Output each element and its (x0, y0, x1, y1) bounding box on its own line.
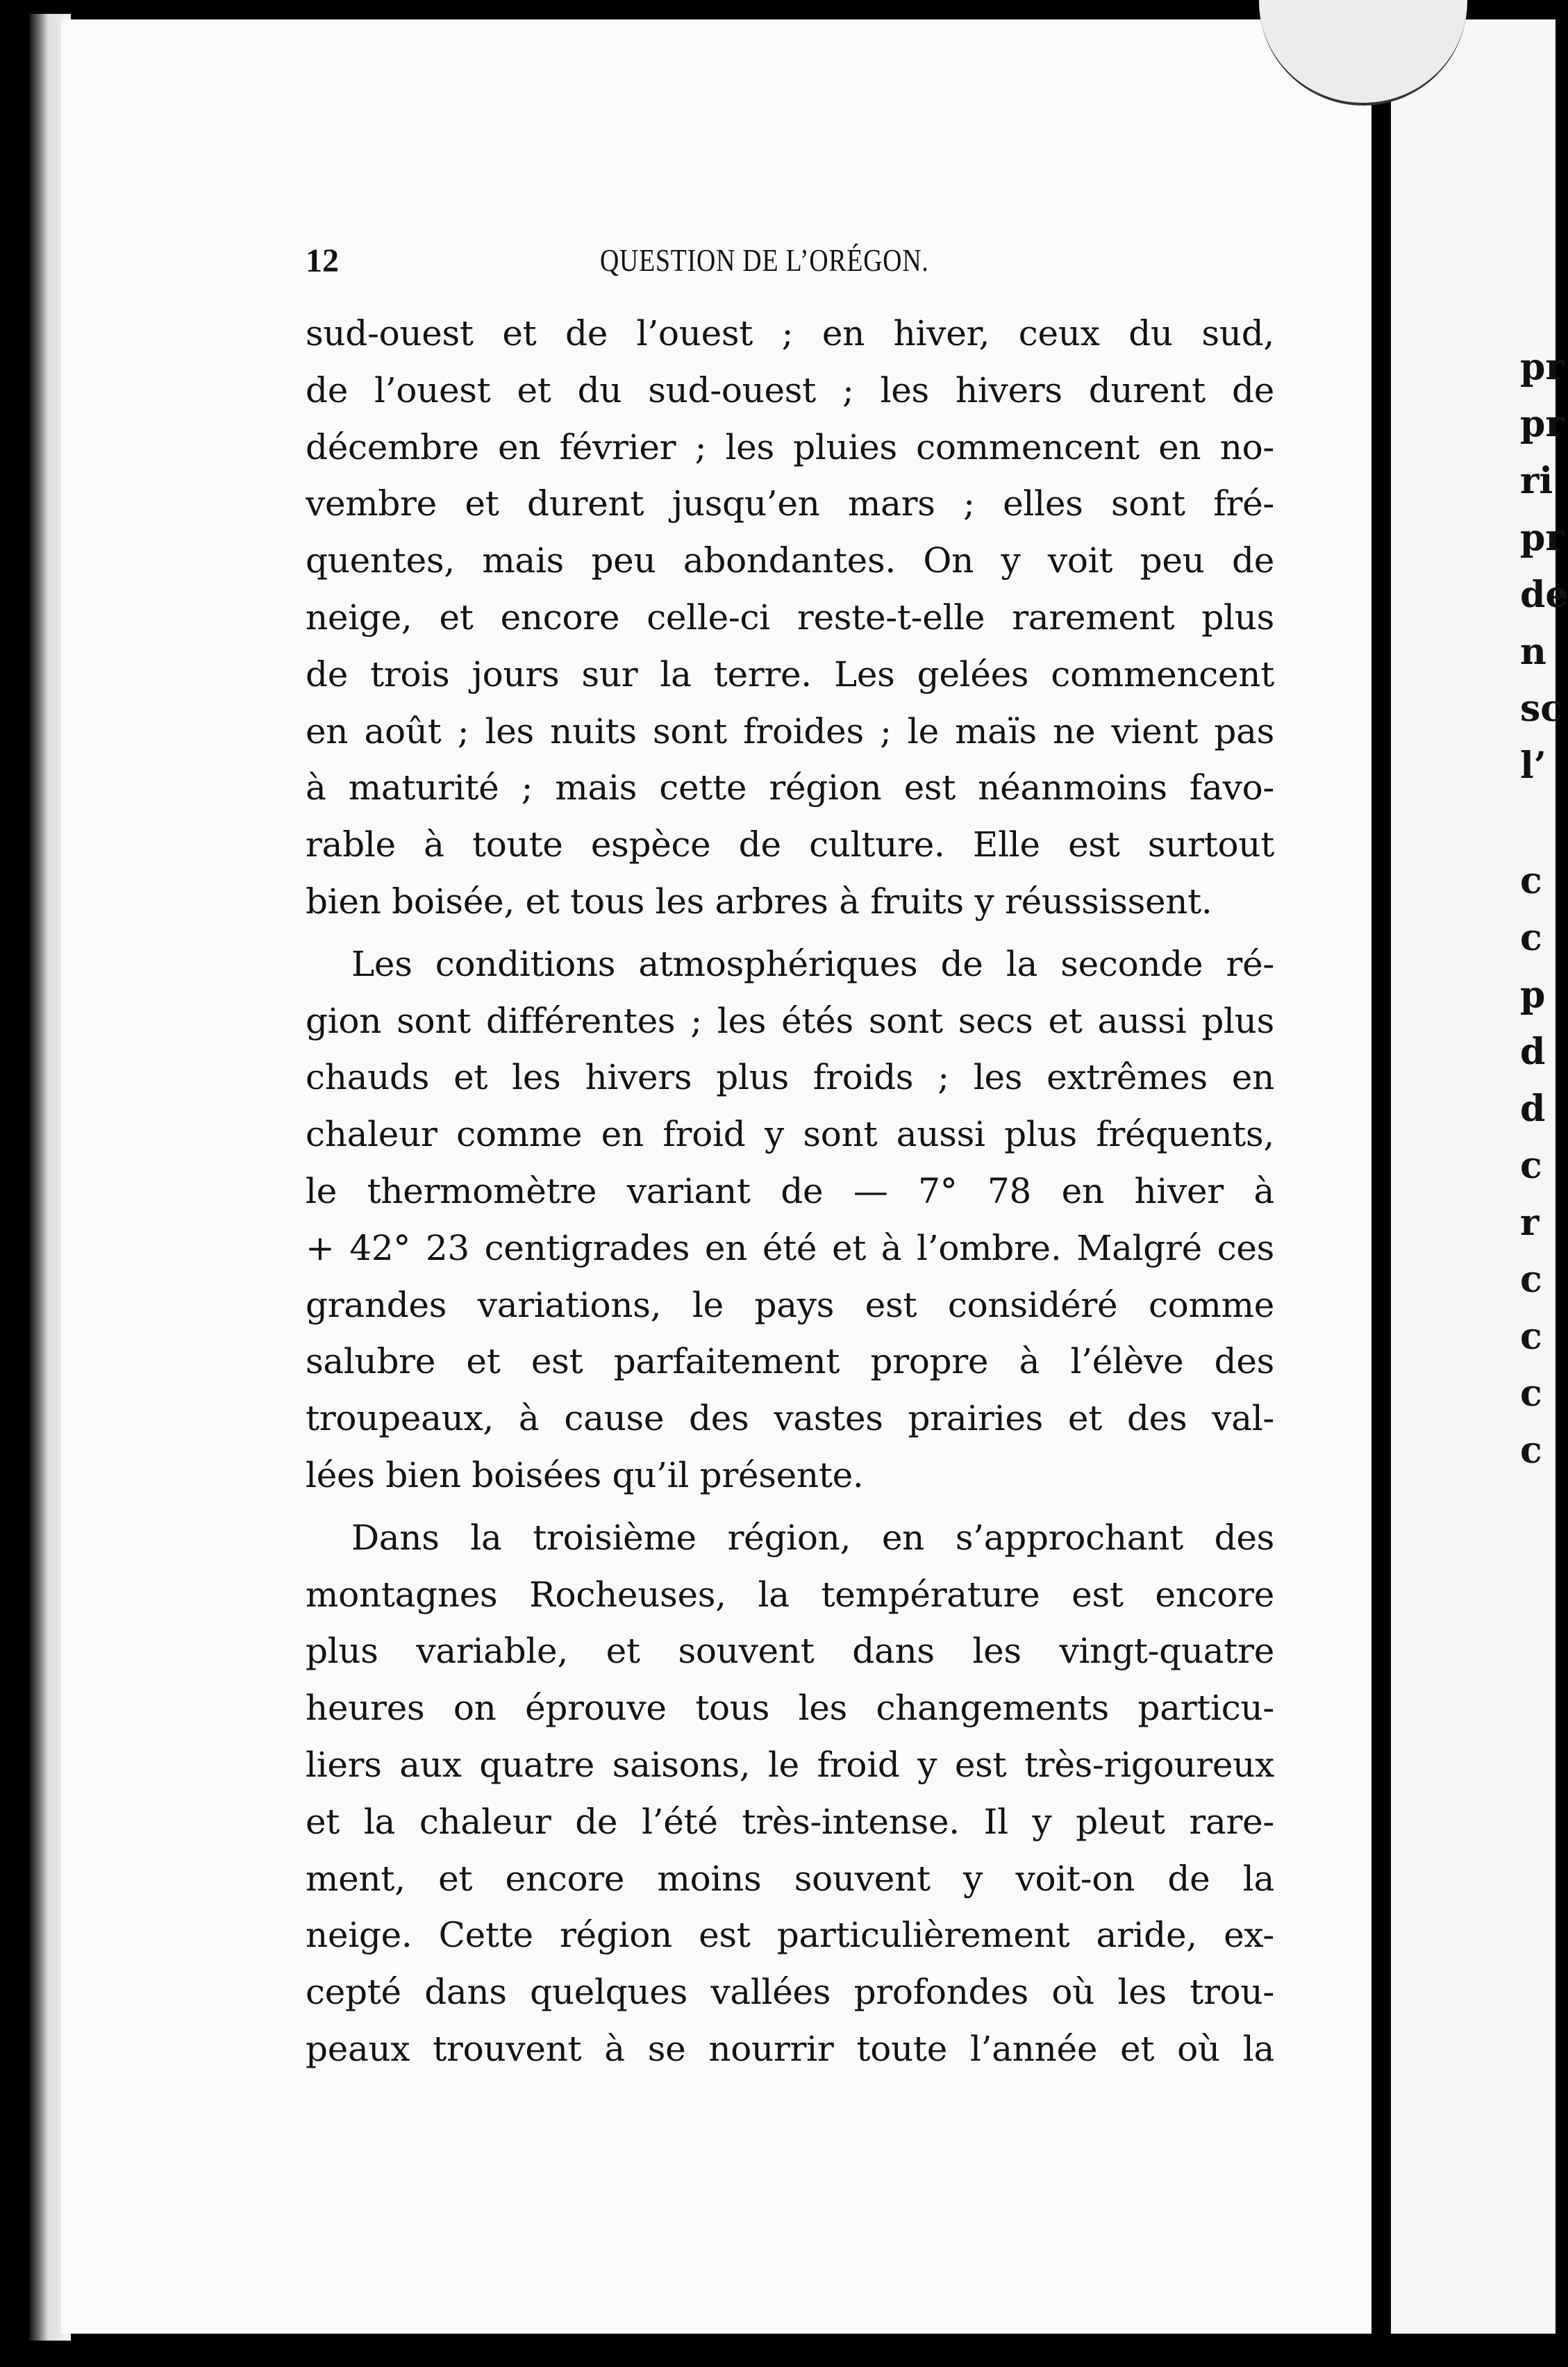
adjacent-fragment: ri (1520, 460, 1553, 502)
body-text (306, 306, 1274, 2078)
text-line: bien boisée, et tous les arbres à fruits y réussissent. (306, 881, 1212, 922)
page-number: 12 (306, 242, 339, 279)
text-line: peaux trouvent à se nourrir toute l’année et où la (306, 2028, 1274, 2069)
adjacent-fragment: pr (1520, 517, 1565, 559)
paragraph-2 (306, 936, 1274, 1504)
text-line: de trois jours sur la terre. Les gelées commencent (306, 654, 1274, 695)
running-title: QUESTION DE L’ORÉGON. (600, 242, 929, 278)
text-line: le thermomètre variant de — 7° 78 en hiver à (306, 1170, 1274, 1211)
running-head (306, 242, 1278, 290)
text-line: gion sont différentes ; les étés sont secs et aussi plus (306, 1000, 1274, 1041)
adjacent-fragment: c (1520, 1145, 1542, 1187)
text-line: montagnes Rocheuses, la température est encore (306, 1574, 1274, 1615)
text-line: sud-ouest et de l’ouest ; en hiver, ceux du sud, (306, 313, 1274, 354)
adjacent-fragment: c (1520, 917, 1542, 959)
adjacent-fragment: r (1520, 1202, 1540, 1244)
text-line: neige. Cette région est particulièrement aride, ex- (306, 1915, 1274, 1956)
adjacent-fragment: c (1520, 1372, 1542, 1415)
text-line: quentes, mais peu abondantes. On y voit peu de (306, 540, 1274, 581)
text-line: salubre et est parfaitement propre à l’élève des (306, 1341, 1274, 1382)
adjacent-fragment: d (1520, 1031, 1546, 1073)
text-line: à maturité ; mais cette région est néanmoins favo- (306, 767, 1274, 808)
text-line: neige, et encore celle-ci reste-t-elle rarement plus (306, 597, 1274, 638)
adjacent-fragment: pr (1520, 346, 1565, 388)
text-line: et la chaleur de l’été très-intense. Il y pleut rare- (306, 1801, 1274, 1842)
adjacent-fragment: p (1520, 974, 1546, 1016)
paragraph-3 (306, 1510, 1274, 2078)
text-line: chauds et les hivers plus froids ; les extrêmes en (306, 1057, 1274, 1098)
text-line: chaleur comme en froid y sont aussi plus fréquents, (306, 1114, 1274, 1155)
paragraph-1 (306, 306, 1274, 931)
text-line: lées bien boisées qu’il présente. (306, 1454, 864, 1495)
adjacent-fragment: d (1520, 1088, 1546, 1130)
page-gutter (1371, 19, 1391, 2334)
text-line: grandes variations, le pays est considéré comme (306, 1284, 1274, 1325)
text-line: Dans la troisième région, en s’approchant des (351, 1517, 1274, 1558)
adjacent-fragment: c (1520, 860, 1542, 902)
text-line: ment, et encore moins souvent y voit-on de la (306, 1858, 1274, 1899)
text-line: cepté dans quelques vallées profondes où les trou- (306, 1972, 1274, 2013)
adjacent-fragment: n (1520, 631, 1546, 673)
text-line: rable à toute espèce de culture. Elle est surtout (306, 824, 1274, 865)
text-line: vembre et durent jusqu’en mars ; elles sont fré- (306, 483, 1274, 524)
adjacent-fragment: pr (1520, 403, 1565, 445)
text-line: Les conditions atmosphériques de la seconde ré- (351, 943, 1274, 984)
adjacent-fragment: l’ (1520, 745, 1546, 787)
adjacent-fragment: c (1520, 1259, 1542, 1301)
adjacent-fragment: de (1520, 574, 1568, 616)
text-line: liers aux quatre saisons, le froid y est très-rigoureux (306, 1744, 1274, 1785)
text-line: + 42° 23 centigrades en été et à l’ombre. Malgré ces (306, 1227, 1274, 1268)
text-line: de l’ouest et du sud-ouest ; les hivers durent de (306, 369, 1274, 410)
text-line: plus variable, et souvent dans les vingt-quatre (306, 1631, 1274, 1672)
text-line: heures on éprouve tous les changements particu- (306, 1688, 1274, 1729)
text-line: décembre en février ; les pluies commencent en no- (306, 426, 1274, 467)
adjacent-page (1391, 19, 1568, 2334)
adjacent-fragment: c (1520, 1315, 1542, 1358)
text-line: troupeaux, à cause des vastes prairies et des val- (306, 1398, 1274, 1439)
text-line: en août ; les nuits sont froides ; le maïs ne vient pas (306, 711, 1274, 751)
adjacent-fragment: c (1520, 1429, 1542, 1472)
adjacent-fragment: sc (1520, 688, 1562, 730)
